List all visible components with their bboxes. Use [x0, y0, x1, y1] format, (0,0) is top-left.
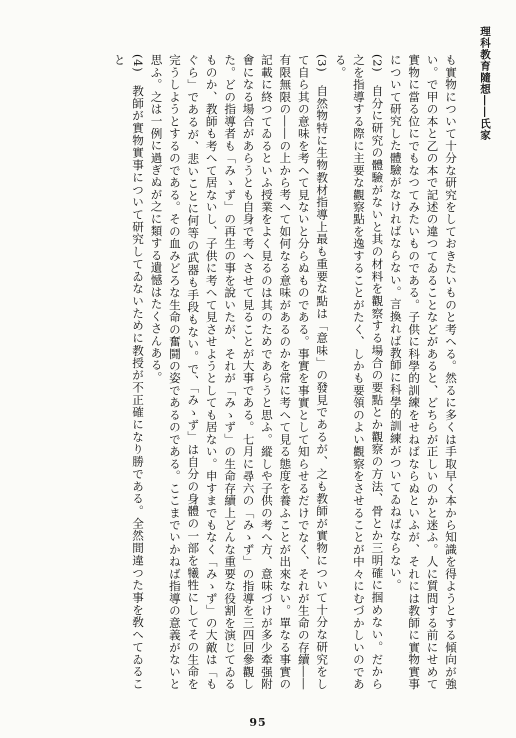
running-head: 理科教育隨想――氏家 — [479, 26, 491, 141]
page-number: 95 — [249, 716, 267, 729]
paragraph-2: (2) 自分に研究の體驗がないと其の材料を觀察する場合の要點とか觀察の方法、骨とか三明確に掴めない。だから之を指導する際に主要な觀察點を逸することがたく、しかも要領のよい觀察をさせることが中々にむづかしいのである。 — [333, 54, 385, 690]
paragraph-3: (3) 自然物特に生物教材指導上最も重要な點は「意味」の發見であるが、之も教師が實物について十分な研究をして自ら其の意味を考へて見ないと分らぬものである。事實を事實として知らせるだけでなく、それが生命の存續――有限無限の――の上から考へて如何なる意味があるのかを常に考へて見る態度を養ふことが出來ない。單なる事實の記載に終つてゐるといふ授業をよく見るのは其のためであらうと思ふ。縱しや子供の考へ方、意味づけが多少牽强附會になる場合があらうとも自身で考へさせて見ることが大事である。七月に尋六の「みゝず」の指導を三四回參觀した。どの指導者も「みゝず」の再生の事を說いたが、それが「みゝず」の生命存續上どんな重要な役割を演じてゐるものか、教師も考へて居ないし、子供に考へて見させようとしても居ない。申すまでもなく「みゝず」の大敵は「もぐら」であるが、悲いことに何等の武器も手段もない。で、「みゝず」は自分の身體の一部を犧牲にしてその生命を完うしようとするのである。その血みどろな生命の奮鬪の姿であるのである。ここまでいかねば指導の意義がないと思ふ。之は一例に過ぎぬが之に類する遺憾はたくさんある。 — [149, 54, 330, 690]
body-text — [10, 54, 460, 690]
paragraph-1: も實物について十分な研究をしておきたいものと考へる。然るに多くは手取早く本から知識を得ようとする傾向が強い。で甲の本と乙の本で記述の違つてゐることなどがあると、どちらが正しいのかと迷ふ。人に質問する前にせめて實物に當る位にでもなつてみたいものである。子供に科學的訓練をせねばならぬといふが、それには教師に實物實事について研究した體驗がなければならない。言換れば教師に科學的訓練がついてゐねばならない。 — [388, 54, 458, 690]
paragraph-4: (4) 教師が實物實事について研究してゐないために教授が不正確になり勝である。全然間違つた事を敎へてゐること — [112, 54, 146, 690]
